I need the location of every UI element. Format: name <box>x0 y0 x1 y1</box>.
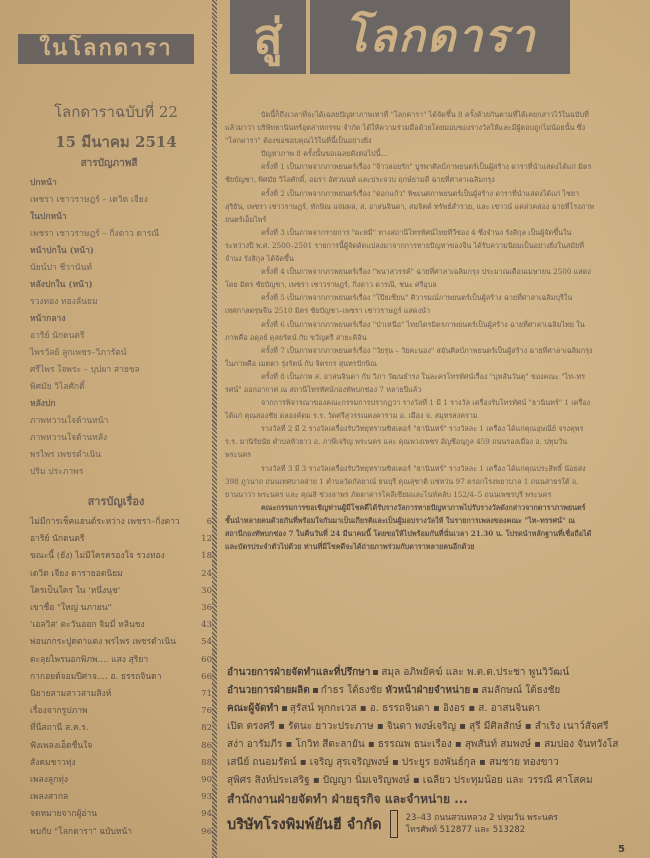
story-list-item <box>30 720 212 737</box>
story-title: เพลงลูกทุ่ง <box>30 775 68 786</box>
staff-credits <box>227 664 627 838</box>
story-page-number: 90 <box>201 775 212 786</box>
staff-value: กำธร ใต้ธงชัย <box>320 685 383 696</box>
story-title: พบกับ "โลกดารา" ฉบับหน้า <box>30 826 133 837</box>
staff-row: เปิด ตรงศรี ▪ รัตนะ ยาวะประภาษ ▪ จินดา พงษ์เจริญ ▪ สุรี มีศิลสักษ์ ▪ สำเริง เนาว์สัจศรี <box>227 721 609 732</box>
article-paragraph: ครั้งที่ 7 เป็นภาพจากภาพยนตร์เรื่อง "วัยรุ่น – วัยคะนอง" สมันศิลป์ภาพยนตร์เป็นผู้สร้าง ฉายที่ศาลาเฉลิมกรุง ในภาพคือ เมตตา รุ่งรัตน์ กับ จิตรกร สุนทรปักษิณ <box>225 345 593 368</box>
article-paragraph: ครั้งที่ 1 เป็นภาพจากภาพยนตร์เรื่อง "จ้าวลอยรัก" บูรพาศิลป์ภาพยนตร์เป็นผู้สร้าง ดาราที่นำแสดงได้แก่ มิตร ชัยบัญชา, พิศมัย วิไลศักดิ์, อมรา อัศวนนท์ และประจวบ ฤกษ์ยามดี ฉายที่ศาลาเฉลิมกรุง <box>225 162 592 185</box>
article-paragraph: รางวัลที่ 3 มี 3 รางวัลเครื่องรับวิทยุทรานซิสเตอร์ "ธานินทร์" รางวัลละ 1 เครื่อง ได้แก่คุณประสิทธิ์ น้อยสง 398 ภูวนาถ ถนนเทศบาลสาย 1 ตำบลวัดกัลยาณ์ ธนบุรี คุณสุชาติ แซ่หว่น 97 ตรอกโรงพยาบาล 1 ถนนสาธรใต้ อ. ยานนาวา พระนคร และ คุณสิ ช่วงลาพร ภัตตาคารโคลีเซียมและไนท์คลับ 152/4–5 ถนนเพชรบุรี พระนคร <box>225 463 586 499</box>
story-title: พ่อนกกระปูดตาแดง พรไพร เพชรดำเนิน <box>30 637 176 648</box>
photo-credit-item: ปริม ประภาพร <box>30 467 84 477</box>
story-list-item <box>30 686 212 703</box>
story-page-number: 93 <box>201 792 212 803</box>
header-word-lokdara: โลกดารา <box>310 0 570 74</box>
photo-credit-item: นัยน์ปา ชีวานันท์ <box>30 263 93 273</box>
article-paragraph: ครั้งที่ 3 เป็นภาพจากรายการ "ผะหมี" ทางสถานีโทรทัศน์ไทยทีวีช่อง 4 ซึ่งจำนง รังสิกุล เป็นผู้จัดขึ้นในระหว่างปี พ.ศ. 2500–2501 รายการนี้ผู้จัดดัดแปลงมาจากการทายปัญหาของจีน ได้รับความนิยมเป็นอย่างยิ่งในสมัยที่จำนง รังสิกุล ได้จัดขึ้น <box>225 227 584 264</box>
story-title: ขณะนี้ (ยัง) ไม่มีใครครองใจ รวงทอง <box>30 551 165 562</box>
story-page-number: 96 <box>201 826 212 837</box>
photo-credit-item: เพชรา เชาวราษฎร์ – เดวิด เจียง <box>30 195 148 205</box>
story-page-number: 30 <box>201 585 212 596</box>
publisher-phone: โทรศัพท์ 512877 และ 513282 <box>405 825 526 835</box>
story-title: สังคมชาวทุ่ง <box>30 757 76 768</box>
quiz-answer-article <box>225 108 595 553</box>
photo-credit-item: ภาพหวานใจด้านหลัง <box>30 433 108 443</box>
photo-section-heading: ปกหน้า <box>30 178 57 188</box>
story-page-number: 82 <box>201 723 212 734</box>
story-title: เดวิด เจียง ดารายอดนิยม <box>30 568 123 579</box>
story-page-number: 36 <box>201 603 212 614</box>
story-title: ตะลุยไพรนอกพิภพ.... แสง สุริยา <box>30 654 149 665</box>
story-page-number: 6 <box>206 517 212 527</box>
story-list-item <box>30 669 212 686</box>
photo-section-heading: หน้าปกใน (หน้า) <box>30 246 94 256</box>
photo-credit-item: ศรีไพร ใจพระ – บุปผา สายชล <box>30 365 140 375</box>
photo-credit-item: เพชรา เชาวราษฎร์ – กิ่งดาว ดารณี <box>30 229 160 239</box>
square-bullet-icon <box>282 706 287 711</box>
article-paragraph: บัดนี้ก็ถึงเวลาที่จะได้เฉลยปัญหาภาพเท่าที่ "โลกดารา" ได้จัดขึ้น 8 ครั้งด้วยกันตามที่ได้เคยกล่าวไว้ในฉบับที่แล้วมาว่า บริษัทธานินทร์อุตสาหกรรม จำกัด ได้ให้ความร่วมมือด้วยโดยมอบของรางวัลให้และมีผู้ตอบถูกไม่น้อยนั้น ซึ่ง "โลกดารา" ต้องขอขอบคุณไว้ในที่นี้เป็นอย่างยิ่ง <box>225 110 589 146</box>
story-title: ไม่มีการเช็คแฮนด์ระหว่าง เพชรา–กิ่งดาว <box>30 517 180 527</box>
staff-label: อำนวยการฝ่ายจัดทำและที่ปรึกษา <box>227 667 371 678</box>
story-page-number: 60 <box>201 654 212 665</box>
staff-row-advisors <box>227 664 627 682</box>
story-title: กากอยด์จอมปีศาจ.... อ. ธรรถจินดา <box>30 671 162 682</box>
square-bullet-icon <box>473 688 478 693</box>
color-photo-index <box>30 156 208 481</box>
story-list-item <box>30 548 212 565</box>
square-bullet-icon <box>313 688 318 693</box>
photo-credit-item: รวงทอง ทองลั่นธม <box>30 297 98 307</box>
story-list-item <box>30 824 212 841</box>
story-list-item <box>30 738 212 755</box>
publisher-block <box>227 810 627 838</box>
story-index-title: สารบัญเรื่อง <box>87 495 145 508</box>
story-page-number: 12 <box>201 534 212 545</box>
publisher-address: 23–43 ถนนสวนหลวง 2 ปทุมวัน พระนคร <box>405 813 558 823</box>
section-masthead: ในโลกดารา <box>18 34 194 64</box>
story-page-number: 71 <box>201 689 212 700</box>
story-list-item <box>30 789 212 806</box>
staff-row-production <box>227 682 627 700</box>
story-title: ใครเป็นใคร ใน 'หนึ่งนุช' <box>30 585 121 596</box>
story-page-number: 88 <box>201 757 212 768</box>
staff-label: อำนวยการฝ่ายผลิต <box>227 685 310 696</box>
story-list-item <box>30 703 212 720</box>
photo-credit-item: พรไพร เพชรดำเนิน <box>30 450 101 460</box>
story-page-number: 76 <box>201 706 212 717</box>
story-page-number: 86 <box>201 740 212 751</box>
story-list-item <box>30 600 212 617</box>
story-page-number: 94 <box>201 809 212 820</box>
photo-credit-item: พิศมัย วิไลศักดิ์ <box>30 382 85 392</box>
story-title: 'เอลวิส' ตะวันออก จิมมี่ หลินชง <box>30 620 145 631</box>
staff-row: สง่า อารัมภีร ▪ โกวิท สีตะลายัน ▪ ธรรณพ ธนะเรือง ▪ สุพสันท์ สมพงษ์ ▪ สมปอง จันทวังโส <box>227 739 619 750</box>
story-list <box>30 514 212 841</box>
story-page-number: 54 <box>201 637 212 648</box>
article-paragraph: รางวัลที่ 2 มี 2 รางวัลเครื่องรับวิทยุทรานซิสเตอร์ "ธานินทร์" รางวัลละ 1 เครื่อง ได้แก่คุณอุษณีย์ จรงคุพร ร.ร. มานิรัยนัย ตำบลหัวยาว อ. ภาษีเจริญ พระนคร และ คุณพวงเพชร อัญชีอนุกูล 459 ถนนรองเมือง อ. ปทุมวัน พระนคร <box>225 424 584 460</box>
issue-date: 15 มีนาคม 2514 <box>55 133 177 151</box>
story-page-number: 24 <box>201 568 212 579</box>
photo-section-heading: ในปกหน้า <box>30 212 67 222</box>
page-number: 5 <box>618 844 625 855</box>
story-page-number: 43 <box>201 620 212 631</box>
photo-credit-item: ไพรวัลย์ ลูกเพชร–วิภารัตน์ <box>30 348 127 358</box>
story-page-number: 66 <box>201 671 212 682</box>
color-photo-index-title: สารบัญภาพสี <box>80 158 138 169</box>
header-word-su: สู่ <box>230 0 306 74</box>
office-line: สำนักงานฝ่ายจัดทำ ฝ่ายธุรกิจ และจำหน่าย ... <box>227 792 468 806</box>
staff-row-team <box>227 700 627 718</box>
story-title: อาริย์ นักดนตรี <box>30 534 85 545</box>
staff-row: เสนีย์ ถนอมรัตน์ ▪ เจริญ สุรเจริญพงษ์ ▪ ประยูร ยงพันธ์กุล ▪ สมชาย ทองขาว <box>227 757 559 768</box>
story-title: ฟังเพลงเอ็ดชื่นใจ <box>30 740 93 751</box>
publisher-name: บริษัทโรงพิมพ์ยันฮี จำกัด <box>227 816 382 833</box>
story-title: เขาชื่อ "ใหญ่ นภายน" <box>30 603 112 614</box>
staff-row: สุพิศร สิงห์ประเสริฐ ▪ ปัญญา นิ่มเจริญพงษ์ ▪ เฉลียว ประทุมน้อย และ วรรณี ศาโสคม <box>227 775 593 786</box>
story-list-item <box>30 531 212 548</box>
staff-value: สมุล อภิพยัคฆ์ และ พ.ต.ต.ประชา พูนวิวัฒน์ <box>381 667 570 678</box>
bracket-bar-icon <box>390 810 398 838</box>
story-list-item <box>30 806 212 823</box>
issue-number: โลกดาราฉบับที่ 22 <box>54 103 178 121</box>
staff-value: สุรัสน์ พุกกะเวส ▪ อ. ธรรถจินดา ▪ อิงอร ▪ ส. อาสนจินดา <box>289 703 541 714</box>
story-title: เรื่องจากรูปภาพ <box>30 706 88 717</box>
story-title: เพลงสากล <box>30 792 69 803</box>
article-paragraph: ปัญหาภาพ 8 ครั้งนั้นขอเฉลยดังต่อไปนี้... <box>261 149 388 159</box>
story-list-item <box>30 634 212 651</box>
story-list-item <box>30 583 212 600</box>
contents-column <box>0 0 212 858</box>
story-title: จดหมายจากผู้อ่าน <box>30 809 98 820</box>
story-title: ที่นี่สถานี ส.ค.ร. <box>30 723 89 734</box>
story-list-item <box>30 652 212 669</box>
article-paragraph: จากการพิจารณาของคณะกรรมการปรากฏว่า รางวัลที่ 1 มี 1 รางวัล เครื่องรับโทรทัศน์ "ธานินทร์" 1 เครื่อง ได้แก่ คุณสองชัย ดลองค์ดม ร.ร. วัดศรีสุวรรณคงคาราม อ. เมือง จ. สมุทรสงคราม <box>225 398 591 421</box>
staff-label: หัวหน้าฝ่ายจำหน่าย <box>385 685 471 696</box>
article-paragraph: ครั้งที่ 5 เป็นภาพจากภาพยนตร์เรื่อง "โป๊ยเซียน" ศิวารมณ์ภาพยนตร์เป็นผู้สร้าง ฉายที่ศาลาเฉลิมบุรีในเทศกาลตรุษจีน 2510 มิตร ชัยบัญชา–เพชรา เชาวราษฎร์ แสดงนำ <box>225 293 573 316</box>
staff-value: สมลักษณ์ ใต้ธงชัย <box>481 685 561 696</box>
photo-section-heading: หลังปกใน (หน้า) <box>30 280 93 290</box>
story-list-item <box>30 514 212 531</box>
story-list-item <box>30 566 212 583</box>
photo-credit-item: อาริย์ นักดนตรี <box>30 331 85 341</box>
staff-label: คณะผู้จัดทำ <box>227 703 279 714</box>
article-column <box>217 0 650 858</box>
story-list-item <box>30 617 212 634</box>
story-list-item <box>30 772 212 789</box>
article-paragraph: ครั้งที่ 2 เป็นภาพจากภาพยนตร์เรื่อง "ดอกแก้ว" พิฆเนศภาพยนตร์เป็นผู้สร้าง ดาราที่นำแสดงได้แก่ ไชยา สุริยัน, เพชรา เชาวราษฎร์, ทักษิณ แจ่มผล, ส. อาสนจินดา, สมจิตต์ ทรัพย์สำรวย, และ เชาวน์ แคล่วคล่อง ฉายที่โรงภาพยนตร์เอ็มไพร์ <box>225 188 595 224</box>
story-title: นิยายสามสาวสามสิงห์ <box>30 689 112 700</box>
article-paragraph: ครั้งที่ 4 เป็นภาพจากภาพยนตร์เรื่อง "พนาสวรรค์" ฉายที่ศาลาเฉลิมกรุง ประมาณเดือนเมษายน 2500 แสดงโดย มิตร ชัยบัญชา, เพชรา เชาวราษฎร์, กิ่งดาว ดารณี, ชนะ ศรีอุบล <box>225 267 591 290</box>
photo-section-heading: หลังปก <box>30 399 56 409</box>
story-page-number: 18 <box>201 551 212 562</box>
photo-section-heading: หน้ากลาง <box>30 314 66 324</box>
photo-credit-item: ภาพหวานใจด้านหน้า <box>30 416 109 426</box>
article-paragraph: ครั้งที่ 6 เป็นภาพจากภาพยนตร์เรื่อง "ป่าเหนือ" ไทยไตรมิตรภาพยนตร์เป็นผู้สร้าง ฉายที่ศาลาเฉลิมไทย ในภาพคือ อดุลย์ ดุลยรัตน์ กับ ขวัญตรี สายะคิลิน <box>225 319 585 342</box>
story-index <box>30 492 212 841</box>
square-bullet-icon <box>373 670 378 675</box>
photo-credit-list <box>30 175 208 481</box>
story-list-item <box>30 755 212 772</box>
article-paragraph: คณะกรรมการขอเชิญท่านผู้มีโชคดีได้รับรางวัลการทายปัญหาภาพไปรับรางวัลดังกล่าวจากดาราภาพยนตร์ชั้นนำหลายคนด้วยกันที่พร้อมใจกันมาเป็นเกียรติและเป็นผู้มอบรางวัลให้ ในรายการเพลงของคณะ "ไท–ทรรศน์" ณ สถานีกองทัพบกช่อง 7 ในคืนวันที่ 24 มีนาคมนี้ โดยขอให้ไปพร้อมกันที่นั่นเวลา 21.30 น. โปรดนำหลักฐานที่เชื่อถือได้และบัตรประจำตัวไปด้วย ท่านที่มีโชคดีจะได้ถ่ายภาพร่วมกับดาราหลายคนอีกด้วย <box>225 502 592 552</box>
article-paragraph: ครั้งที่ 8 เป็นภาพ ส. อาสนจินดา กับ วิภา วัฒนธำรง ในละครโทรทัศน์เรื่อง "บุหลันวันตุ" ของคณะ "ไท–ทรรศน์" ออกอากาศ ณ สถานีโทรทัศน์กองทัพบกช่อง 7 หลายปีแล้ว <box>225 371 586 394</box>
publisher-contact <box>406 812 558 836</box>
